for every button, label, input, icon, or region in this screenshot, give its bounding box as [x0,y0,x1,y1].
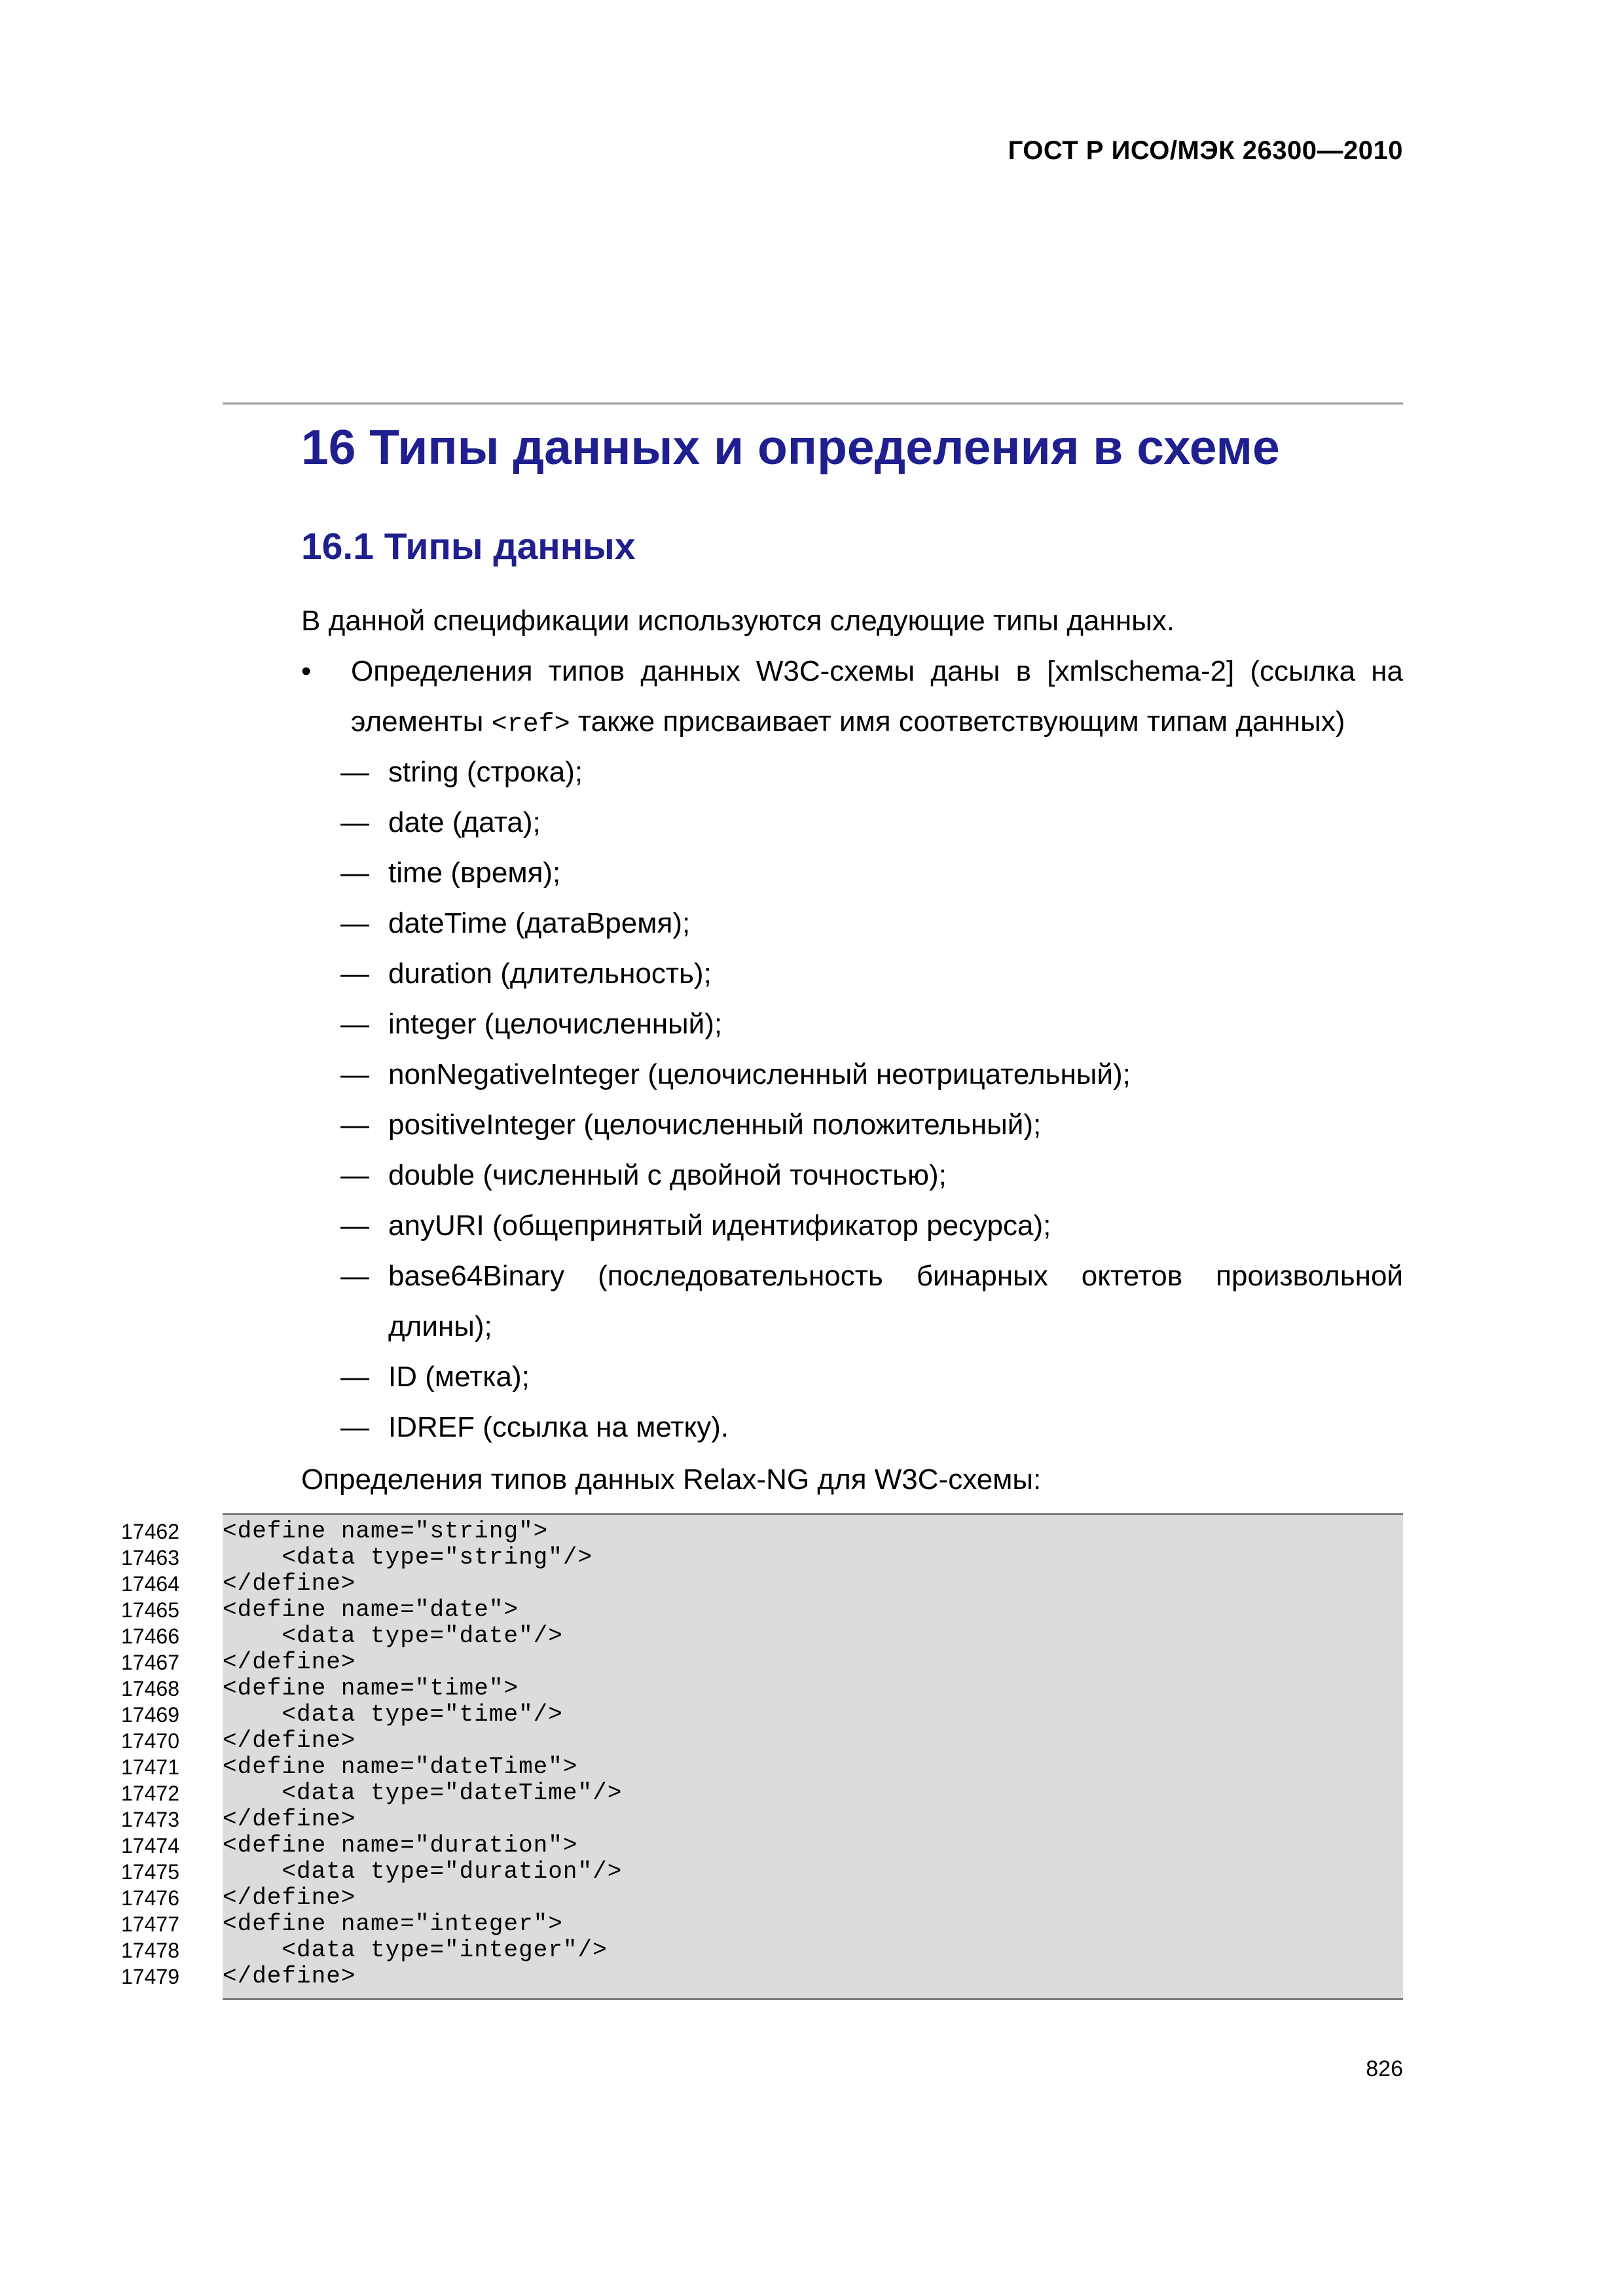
list-item-text: string (строка); [388,756,583,788]
intro-paragraph: В данной спецификации используются следующие типы данных. [301,605,1175,637]
list-item [340,898,1403,948]
code-text: <data type="duration"/> [223,1858,623,1885]
line-number: 17475 [121,1860,179,1884]
dash-mark: — [340,1058,369,1090]
list-item-text: time (время); [388,857,561,889]
code-line [121,1727,1403,1754]
code-listing [121,1518,1403,1990]
list-item-text: integer (целочисленный); [388,1008,723,1040]
line-number: 17474 [121,1834,179,1857]
code-text: <define name="time"> [223,1675,519,1702]
code-line [121,1701,1403,1728]
code-line [121,1623,1403,1649]
line-number: 17466 [121,1624,179,1648]
code-text: </define> [223,1884,356,1911]
line-number: 17468 [121,1677,179,1700]
bullet-text-end: также присваивает имя соответствующим типам данных) [570,706,1345,738]
list-item [340,1150,1403,1200]
bullet-item [301,646,1403,750]
line-number: 17467 [121,1651,179,1674]
code-line [121,1910,1403,1937]
code-line [121,1649,1403,1676]
list-item-text: positiveInteger (целочисленный положительный); [388,1109,1042,1141]
code-text: <define name="date"> [223,1596,519,1623]
code-line [121,1963,1403,1990]
list-item [340,1100,1403,1150]
list-item-text: duration (длительность); [388,958,712,990]
code-line [121,1780,1403,1806]
list-item-text: dateTime (датаВремя); [388,907,691,939]
line-number: 17478 [121,1939,179,1962]
code-text: <data type="dateTime"/> [223,1780,623,1806]
code-text: <define name="integer"> [223,1910,563,1937]
code-text: </define> [223,1570,356,1597]
dash-mark: — [340,756,369,788]
list-item [340,1251,1403,1352]
bullet-text-start: Определения типов данных W3C-схемы даны в [xmlschema-2] (ссылка на элементы [351,655,1403,738]
code-line [121,1937,1403,1964]
document-standard-header: ГОСТ Р ИСО/МЭК 26300—2010 [1008,136,1403,165]
line-number: 17470 [121,1729,179,1753]
dash-mark: — [340,1008,369,1040]
list-item-text: double (численный с двойной точностью); [388,1159,947,1191]
list-item-text: IDREF (ссылка на метку). [388,1411,729,1443]
dash-mark: — [340,958,369,990]
list-item [340,848,1403,898]
dash-mark: — [340,1159,369,1191]
list-item-text: anyURI (общепринятый идентификатор ресурса); [388,1210,1051,1242]
code-line [121,1518,1403,1545]
code-text: </define> [223,1727,356,1754]
bullet-mark: • [301,655,312,687]
dash-mark: — [340,806,369,838]
page-number: 826 [1366,2056,1403,2081]
line-number: 17473 [121,1808,179,1831]
code-text: <data type="integer"/> [223,1937,608,1964]
list-item [340,1402,1403,1452]
code-line [121,1858,1403,1885]
code-line [121,1570,1403,1597]
dash-mark: — [340,1411,369,1443]
line-number: 17464 [121,1572,179,1596]
code-line [121,1806,1403,1833]
list-item [340,1200,1403,1251]
bullet-text [351,646,1403,750]
code-text: </define> [223,1963,356,1990]
subsection-title: 16.1 Типы данных [301,526,636,567]
code-text: </define> [223,1806,356,1833]
line-number: 17465 [121,1598,179,1622]
list-item [340,999,1403,1049]
code-line [121,1596,1403,1623]
line-number: 17479 [121,1965,179,1988]
list-item-text: ID (метка); [388,1361,530,1393]
code-line [121,1544,1403,1571]
dash-mark: — [340,1109,369,1141]
list-item-text: date (дата); [388,806,541,838]
section-divider [223,403,1403,404]
code-line [121,1884,1403,1911]
code-line [121,1675,1403,1702]
ref-element-code: <ref> [491,710,570,740]
code-line [121,1753,1403,1780]
line-number: 17462 [121,1520,179,1543]
list-item [340,1352,1403,1402]
code-text: </define> [223,1649,356,1676]
code-text: <define name="duration"> [223,1832,578,1859]
line-number: 17463 [121,1546,179,1570]
dash-mark: — [340,1361,369,1393]
list-item-text: nonNegativeInteger (целочисленный неотрицательный); [388,1058,1131,1090]
line-number: 17472 [121,1782,179,1805]
dash-mark: — [340,1210,369,1242]
data-types-list [340,747,1403,1452]
code-text: <data type="string"/> [223,1544,593,1571]
dash-mark: — [340,857,369,889]
list-item [340,797,1403,848]
code-text: <define name="dateTime"> [223,1753,578,1780]
list-item [340,948,1403,999]
dash-mark: — [340,1260,369,1292]
code-text: <data type="time"/> [223,1701,563,1728]
list-item-text: base64Binary (последовательность бинарных октетов произвольной длины); [388,1260,1403,1342]
list-item [340,1049,1403,1100]
code-text: <data type="date"/> [223,1623,563,1649]
line-number: 17476 [121,1886,179,1910]
section-title: 16 Типы данных и определения в схеме [301,420,1280,475]
code-line [121,1832,1403,1859]
line-number: 17477 [121,1912,179,1936]
dash-mark: — [340,907,369,939]
line-number: 17469 [121,1703,179,1727]
list-item [340,747,1403,797]
code-text: <define name="string"> [223,1518,549,1545]
line-number: 17471 [121,1755,179,1779]
relax-ng-intro: Определения типов данных Relax-NG для W3C-схемы: [301,1463,1042,1496]
